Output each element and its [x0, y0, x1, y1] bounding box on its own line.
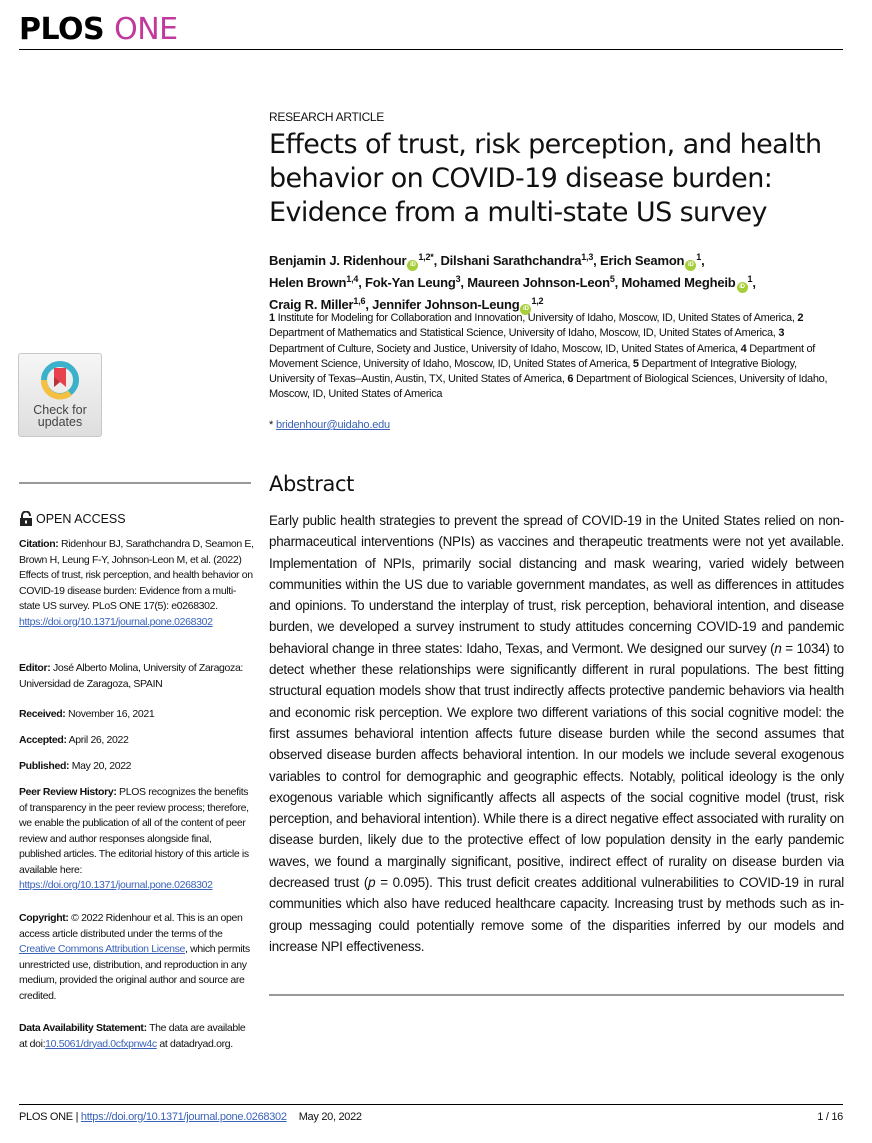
author-affiliation-marker: 3 [455, 274, 461, 284]
accepted-text: April 26, 2022 [68, 734, 129, 746]
data-availability [19, 1021, 255, 1052]
author-list [269, 249, 839, 315]
open-lock-icon [19, 511, 33, 526]
editor [19, 661, 255, 692]
affiliation-text: Department of Mathematics and Statistical Science, University of Idaho, Moscow, ID, United States of America, [269, 327, 776, 340]
copyright-text-2: , which permits unrestricted use, distribution, and reproduction in any medium, provided the original author and source are credited. [19, 943, 250, 1002]
crossmark-icon [40, 360, 80, 400]
affiliation-number: 3 [778, 327, 785, 340]
header-divider [19, 49, 843, 50]
footer-doi-link[interactable]: https://doi.org/10.1371/journal.pone.0268302 [80, 1111, 287, 1123]
affiliation-item [269, 312, 797, 324]
author-affiliation-marker: 1,4 [346, 274, 359, 284]
corresponding-author-marker: * [430, 252, 434, 262]
abstract-divider [269, 994, 844, 996]
corresponding-marker: * [269, 419, 274, 431]
published-date [19, 759, 255, 775]
copyright-label: Copyright: [19, 912, 69, 924]
affiliation-text: Department of Integrative Biology, University of Texas–Austin, Austin, TX, United States of America, [269, 357, 797, 386]
author-name[interactable]: Jennifer Johnson-Leung [372, 297, 520, 312]
author: Dilshani Sarathchandra$^{1,3}$, [440, 252, 600, 268]
copyright [19, 911, 255, 1004]
orcid-icon[interactable]: iD [737, 282, 748, 293]
corresponding-author [269, 419, 390, 431]
citation-label: Citation: [19, 538, 59, 550]
affiliations [269, 311, 839, 403]
affiliation-text: Institute for Modeling for Collaboration and Innovation, University of Idaho, Moscow, ID, United States of America, [277, 312, 795, 324]
author-name[interactable]: Benjamin J. Ridenhour [269, 253, 407, 268]
abstract-part-1: Early public health strategies to prevent the spread of COVID-19 in the United States relied on non-pharmaceutical interventions (NPIs) as vaccines and therapeutic treatments were not yet available. Implementation of NPIs, primarily social distancing and mask wearing, varied widely between communities within the US due to variable government mandates, as well as differences in attitudes and opinions. To understand the interplay of trust, risk perception, behavioral intention, and disease burden, we developed a survey instrument to study attitudes concerning COVID-19 and pandemic behavioral change in three states: Idaho, Texas, and Vermont. We designed our survey ( [269, 513, 844, 656]
open-access-label: OPEN ACCESS [36, 511, 126, 526]
open-access-badge [19, 511, 126, 526]
orcid-icon[interactable]: iD [407, 260, 418, 271]
affiliation-text: Department of Culture, Society and Justice, University of Idaho, Moscow, ID, United States of America, [269, 342, 738, 355]
logo-one: ONE [114, 12, 178, 47]
citation-text: Ridenhour BJ, Sarathchandra D, Seamon E, Brown H, Leung F-Y, Johnson-Leon M, et al. (2022) Effects of trust, risk perception, and health behavior on COVID-19 disease burden: Evidence from a multi-state US survey. PLoS ONE 17(5): e0268302. [19, 538, 254, 612]
abstract-heading: Abstract [269, 472, 354, 496]
published-text: May 20, 2022 [71, 760, 132, 772]
published-label: Published: [19, 760, 70, 772]
corresponding-email-link[interactable]: bridenhour@uidaho.edu [275, 419, 390, 431]
received-text: November 16, 2021 [68, 708, 155, 720]
data-availability-label: Data Availability Statement: [19, 1022, 147, 1034]
check-for-updates-badge[interactable] [18, 353, 102, 437]
n-symbol: n [774, 640, 782, 656]
author-name[interactable]: Fok-Yan Leung [365, 275, 456, 290]
peer-review-text: PLOS recognizes the benefits of transparency in the peer review process; therefore, we enable the publication of all of the content of peer review and author responses alongside final, published articles. The editorial history of this article is available here: [19, 786, 249, 876]
article-title: Effects of trust, risk perception, and health behavior on COVID-19 disease burden: Evidence from a multi-state US survey [269, 129, 822, 228]
crossmark-line1: Check for [33, 403, 87, 417]
abstract-body [269, 510, 844, 957]
crossmark-line2: updates [37, 415, 83, 429]
page-footer [19, 1111, 843, 1123]
data-doi-link[interactable]: 10.5061/dryad.0cfxpnw4c [45, 1037, 157, 1050]
author: Maureen Johnson-Leon$^5$, [467, 274, 622, 290]
author [372, 297, 543, 312]
author-name[interactable]: Helen Brown [269, 275, 347, 290]
author: Benjamin J. Ridenhour $iD^{1,2*}$, [269, 253, 440, 268]
citation-doi-link[interactable]: https://doi.org/10.1371/journal.pone.0268302 [19, 615, 213, 628]
abstract-part-2: = 1034) to detect whether these relationships were significantly different in rural populations. The best fitting structural equation models show that trust indirectly affects protective pandemic behaviors via health and economic risk perception. We explore two different variations of this social cognitive model: the first assumes behavioral intention affects future disease burden while the second assumes that observed disease burden affects behavioral intention. In our models we include several exogenous variables to control for demographic and geographic effects. Notably, political ideology is the only exogenous variable which significantly affects all aspects of the social cognitive model (trust, risk perception, and behavioral intention). While there is a direct negative effect associated with rurality on disease burden, likely due to the protective effect of low population density in the early pandemic waves, we found a marginally significant, positive, indirect effect of rurality on disease burden via decreased trust ( [269, 640, 844, 891]
copyright-text: © 2022 Ridenhour et al. This is an open access article distributed under the terms of the [19, 912, 243, 940]
author-affiliation-marker: 5 [609, 274, 615, 284]
accepted-date [19, 733, 255, 749]
author-name[interactable]: Dilshani Sarathchandra [440, 253, 582, 268]
editor-text: José Alberto Molina, University of Zaragoza: Universidad de Zaragoza, SPAIN [19, 662, 243, 690]
author-affiliation-marker: 1 [747, 274, 753, 284]
author-name[interactable]: Maureen Johnson-Leon [467, 275, 610, 290]
logo-plos: PLOS [19, 12, 105, 47]
author: Mohamed Megheib $iD^1$, [622, 275, 756, 290]
received-date [19, 707, 255, 723]
article-type: RESEARCH ARTICLE [269, 110, 385, 124]
footer-date: May 20, 2022 [298, 1111, 362, 1123]
peer-review-history [19, 785, 255, 894]
received-label: Received: [19, 708, 66, 720]
affiliation-number: 5 [632, 357, 639, 370]
author: Fok-Yan Leung$^3$, [365, 274, 468, 290]
author-affiliation-marker: 1,2 [418, 252, 431, 262]
author-name[interactable]: Mohamed Megheib [621, 275, 736, 290]
data-availability-text: The data are available at doi: [19, 1022, 246, 1050]
citation [19, 537, 255, 630]
page-number: 1 / 16 [817, 1111, 843, 1123]
p-symbol: p [368, 875, 376, 891]
sidebar-divider [19, 482, 251, 484]
author: Craig R. Miller$^{1,6}$, [269, 296, 373, 312]
affiliation-number: 4 [740, 342, 747, 355]
author-affiliation-marker: 1 [696, 252, 702, 262]
author-name[interactable]: Erich Seamon [600, 253, 685, 268]
abstract-part-3: = 0.095). This trust deficit creates additional vulnerabilities to COVID-19 in rural communities which also have reduced healthcare capacity. Increasing trust by methods such as in-group messaging could potentially remove some of the disparities inferred by our models and increase NPI effectiveness. [269, 875, 844, 954]
footer-divider [19, 1104, 843, 1105]
author-name[interactable]: Craig R. Miller [269, 297, 354, 312]
footer-journal: PLOS ONE | [19, 1111, 79, 1123]
author-affiliation-marker: 1,3 [581, 252, 594, 262]
peer-review-label: Peer Review History: [19, 786, 117, 798]
journal-logo[interactable] [19, 12, 178, 48]
data-availability-text-2: at datadryad.org. [156, 1037, 233, 1050]
editor-label: Editor: [19, 662, 51, 674]
author-affiliation-marker: 1,2 [531, 296, 544, 306]
orcid-icon[interactable]: iD [520, 304, 531, 315]
author-affiliation-marker: 1,6 [353, 296, 366, 306]
orcid-icon[interactable]: iD [685, 260, 696, 271]
affiliation-number: 1 [269, 312, 275, 324]
author: Helen Brown$^{1,4}$, [269, 274, 366, 290]
author: Erich Seamon $iD^1$, [600, 253, 705, 268]
crossmark-label [19, 404, 101, 428]
affiliation-number: 2 [797, 312, 804, 324]
license-link[interactable]: Creative Commons Attribution License [19, 943, 185, 955]
affiliation-number: 6 [567, 373, 574, 386]
affiliation-text: Department of Biological Sciences, University of Idaho, Moscow, ID, United States of America [269, 373, 828, 401]
affiliation-text: Department of Movement Science, University of Idaho, Moscow, ID, United States of America, [269, 342, 816, 370]
accepted-label: Accepted: [19, 734, 67, 746]
peer-review-link[interactable]: https://doi.org/10.1371/journal.pone.0268302 [19, 879, 213, 891]
